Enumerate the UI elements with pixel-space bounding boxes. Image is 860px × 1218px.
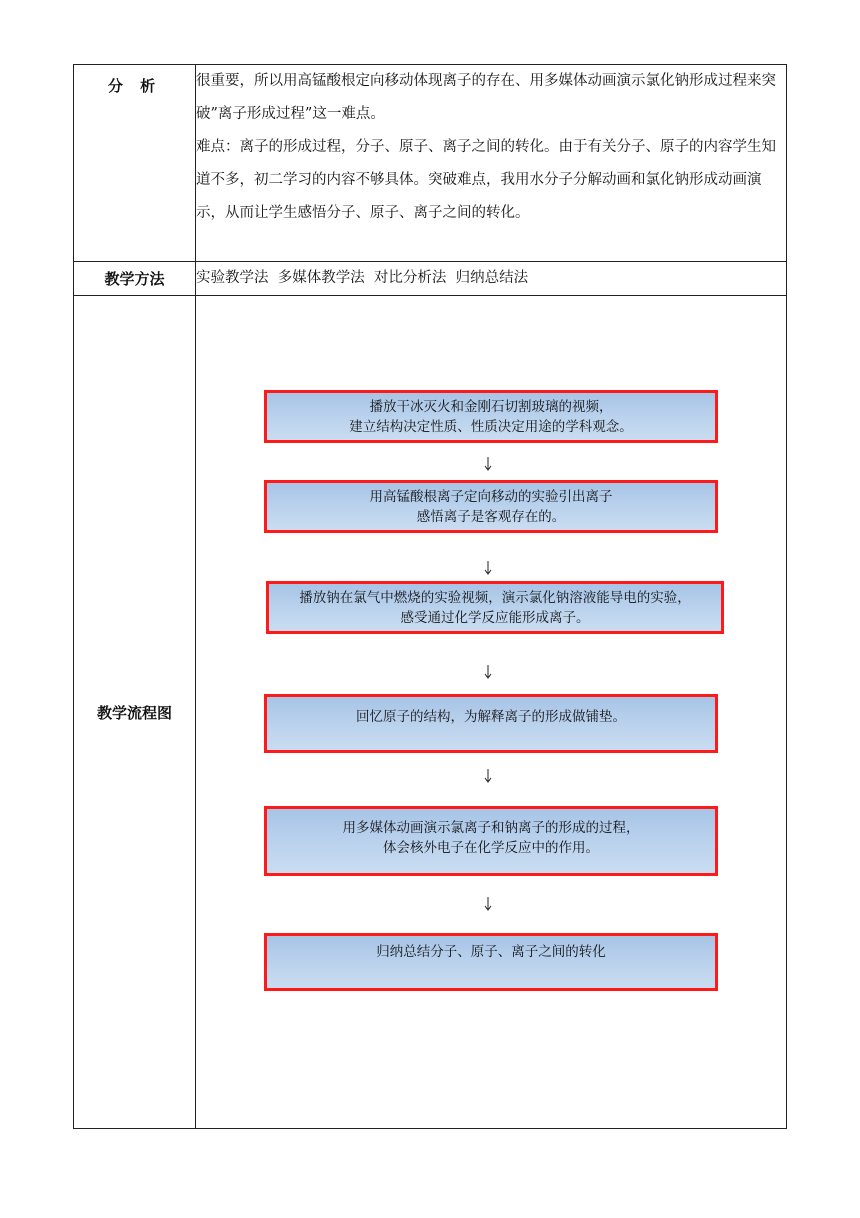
method-content: 实验教学法 多媒体教学法 对比分析法 归纳总结法 bbox=[196, 262, 787, 296]
analysis-content bbox=[196, 65, 787, 262]
flow-step-4 bbox=[264, 694, 718, 753]
flow-step-5-line-2: 体会核外电子在化学反应中的作用。 bbox=[383, 840, 599, 856]
flowchart-row bbox=[74, 296, 787, 1129]
flow-step-2 bbox=[264, 480, 718, 533]
flow-step-2-line-1: 用高锰酸根离子定向移动的实验引出离子 bbox=[369, 489, 613, 505]
arrow-down-icon bbox=[482, 664, 494, 680]
flow-step-1-line-1: 播放干冰灭火和金刚石切割玻璃的视频， bbox=[369, 399, 613, 415]
flow-step-5-line-1: 用多媒体动画演示氯离子和钠离子的形成的过程， bbox=[342, 820, 640, 836]
method-row bbox=[74, 262, 787, 296]
flow-step-6-line-1: 归纳总结分子、原子、离子之间的转化 bbox=[376, 944, 606, 960]
flow-step-6 bbox=[264, 933, 718, 991]
flow-step-3-line-2: 感受通过化学反应能形成离子。 bbox=[400, 610, 590, 626]
arrow-down-icon bbox=[482, 560, 494, 576]
arrow-down-icon bbox=[482, 768, 494, 784]
flow-step-3-line-1: 播放钠在氯气中燃烧的实验视频，演示氯化钠溶液能导电的实验， bbox=[299, 590, 691, 606]
flow-step-4-line-1: 回忆原子的结构，为解释离子的形成做铺垫。 bbox=[356, 709, 626, 725]
analysis-row bbox=[74, 65, 787, 262]
flowchart-label: 教学流程图 bbox=[74, 296, 196, 1129]
flow-step-2-line-2: 感悟离子是客观存在的。 bbox=[416, 509, 566, 525]
flow-step-5 bbox=[264, 806, 718, 876]
flow-step-1 bbox=[264, 390, 718, 443]
method-label: 教学方法 bbox=[74, 262, 196, 296]
analysis-paragraph-2: 难点：离子的形成过程，分子、原子、离子之间的转化。由于有关分子、原子的内容学生知道不多，初二学习的内容不够具体。突破难点，我用水分子分解动画和氯化钠形成动画演示，从而让学生感悟分子、原子、离子之间的转化。 bbox=[196, 139, 776, 221]
analysis-paragraph-1: 很重要，所以用高锰酸根定向移动体现离子的存在、用多媒体动画演示氯化钠形成过程来突破”离子形成过程”这一难点。 bbox=[196, 73, 776, 122]
analysis-label: 分 析 bbox=[74, 65, 196, 262]
flowchart-area bbox=[196, 296, 787, 1129]
lesson-plan-table bbox=[73, 64, 787, 1129]
arrow-down-icon bbox=[482, 456, 494, 472]
flow-step-3 bbox=[266, 581, 724, 634]
flow-step-1-line-2: 建立结构决定性质、性质决定用途的学科观念。 bbox=[349, 419, 633, 435]
arrow-down-icon bbox=[482, 896, 494, 912]
